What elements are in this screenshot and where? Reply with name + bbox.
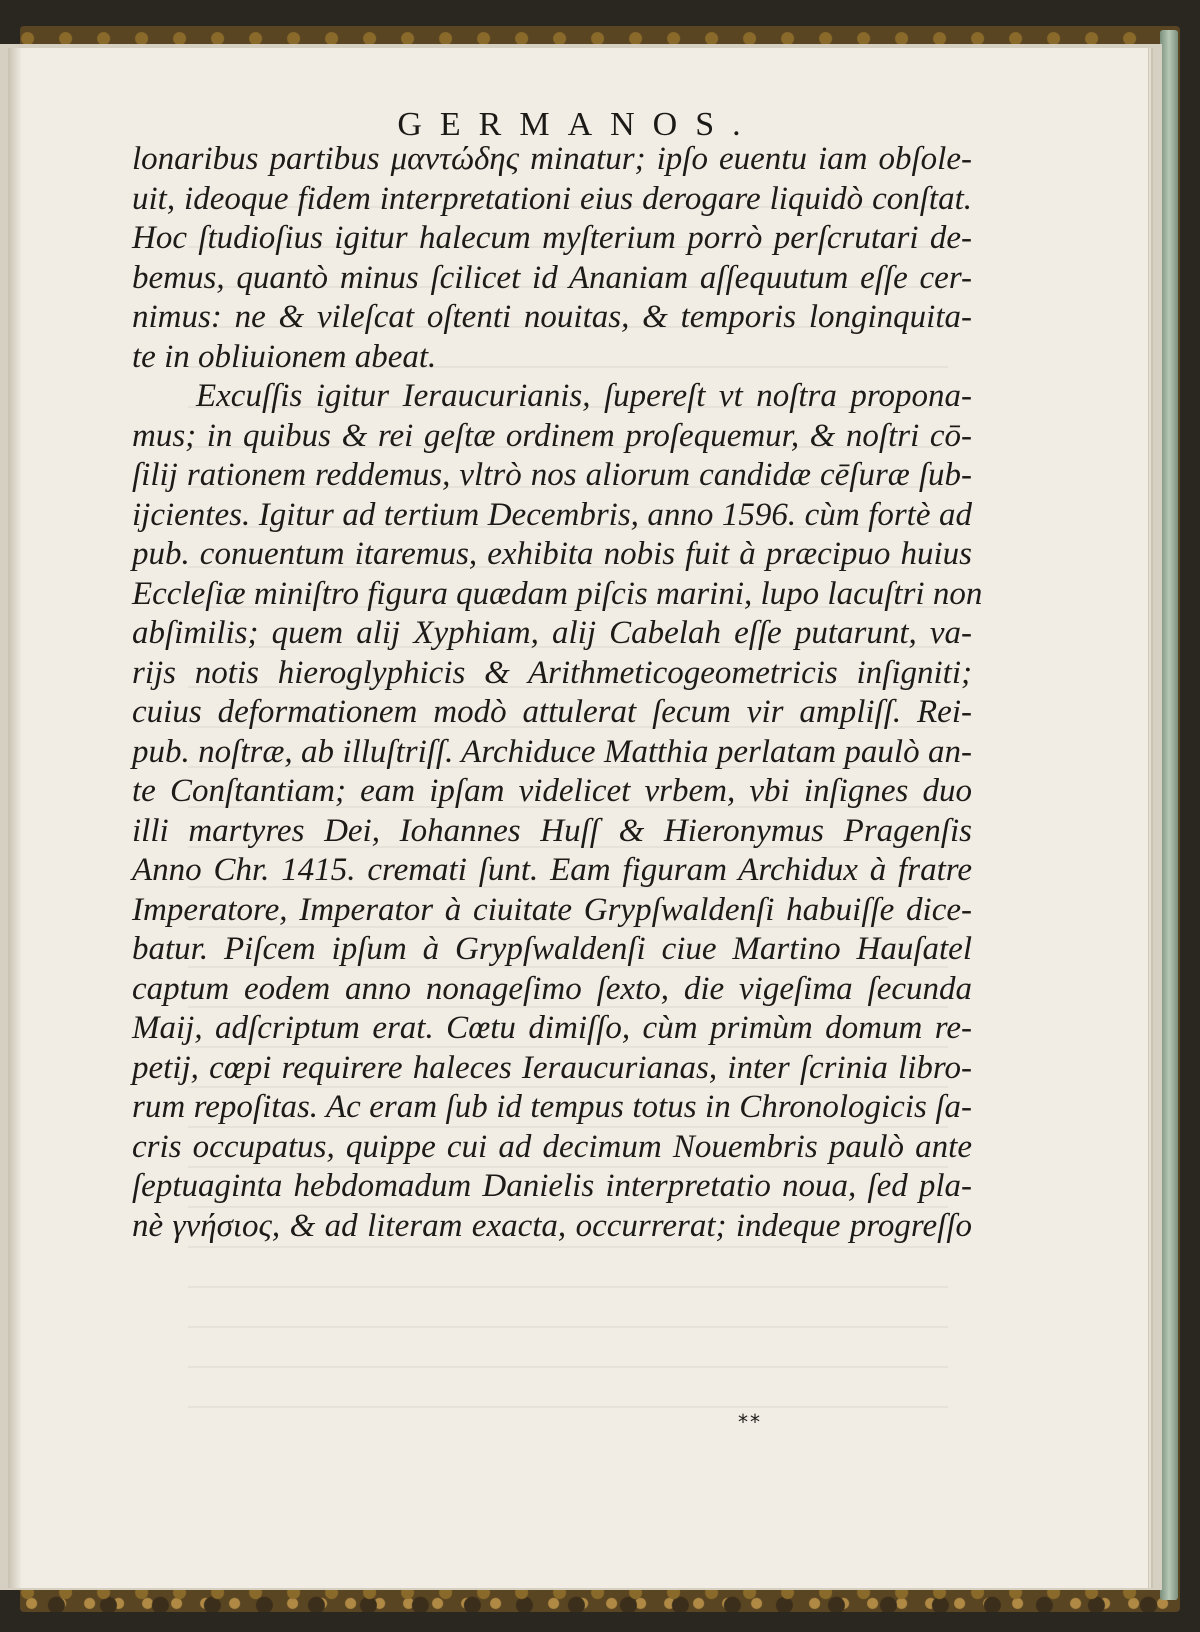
text-line: cris occupatus, quippe cui ad decimum Nouembris paulò ante: [132, 1128, 972, 1165]
text-line: pub. conuentum itaremus, exhibita nobis fuit à præcipuo huius: [132, 536, 972, 572]
text-line: lonaribus partibus μαντώδης minatur; ipſo euentu iam obſole-: [132, 141, 972, 177]
text-line: Eccleſiæ miniſtro figura quædam piſcis marini, lupo lacuſtri non: [132, 575, 983, 612]
text-line: rum repoſitas. Ac eram ſub id tempus totus in Chronologicis ſa-: [132, 1089, 972, 1125]
gutter-shadow: [8, 48, 22, 1588]
page: [8, 48, 1148, 1588]
text-line: pub. noſtræ, ab illuſtriſſ. Archiduce Matthia perlatam paulò an-: [132, 733, 972, 770]
text-line: cuius deformationem modò attulerat ſecum vir ampliſſ. Rei-: [132, 694, 972, 730]
body-text: [132, 140, 983, 1246]
text-line: ſeptuaginta hebdomadum Danielis interpretatio noua, ſed pla-: [132, 1168, 972, 1204]
text-line: Excuſſis igitur Ieraucurianis, ſupereſt vt noſtra propona-: [196, 378, 972, 414]
running-head: GERMANOS.: [397, 106, 759, 143]
text-line: te Conſtantiam; eam ipſam videlicet vrbem, vbi inſignes duo: [132, 773, 972, 809]
text-line: mus; in quibus & rei geſtæ ordinem proſequemur, & noſtri cō-: [132, 417, 972, 454]
text-line: captum eodem anno nonageſimo ſexto, die vigeſima ſecunda: [132, 970, 972, 1007]
text-line: bemus, quantò minus ſcilicet id Ananiam aſſequutum eſſe cer-: [132, 259, 972, 296]
text-line: nimus: ne & vileſcat oſtenti nouitas, & temporis longinquita-: [132, 299, 972, 335]
text-line: petij, cœpi requirere haleces Ieraucurianas, inter ſcrinia libro-: [132, 1049, 972, 1086]
text-line: batur. Piſcem ipſum à Grypſwaldenſi ciue Martino Hauſatel: [132, 931, 972, 967]
text-line: Imperatore, Imperator à ciuitate Grypſwaldenſi habuiſſe dice-: [132, 891, 972, 928]
text-line: nè γνήσιος, & ad literam exacta, occurrerat; indeque progreſſo: [132, 1207, 972, 1244]
text-line: Anno Chr. 1415. cremati ſunt. Eam figuram Archidux à fratre: [132, 852, 972, 888]
text-line: uit, ideoque fidem interpretationi eius derogare liquidò conſtat.: [132, 180, 972, 217]
text-line: ijcientes. Igitur ad tertium Decembris, anno 1596. cùm fortè ad: [132, 496, 972, 533]
text-line: Maij, adſcriptum erat. Cœtu dimiſſo, cùm primùm domum re-: [132, 1010, 972, 1046]
text-line: rijs notis hieroglyphicis & Arithmeticogeometricis inſigniti;: [132, 654, 972, 691]
text-line: illi martyres Dei, Iohannes Huſſ & Hieronymus Pragenſis: [132, 812, 972, 849]
text-line: te in obliuionem abeat.: [132, 338, 437, 375]
text-line: ſilij rationem reddemus, vltrò nos aliorum candidæ cēſuræ ſub-: [132, 457, 972, 493]
spine-edge: [1160, 30, 1178, 1600]
text-line: Hoc ſtudioſius igitur halecum myſterium porrò perſcrutari de-: [132, 220, 972, 256]
text-line: abſimilis; quem alij Xyphiam, alij Cabelah eſſe putarunt, va-: [132, 615, 972, 651]
signature-mark: **: [738, 1410, 762, 1434]
